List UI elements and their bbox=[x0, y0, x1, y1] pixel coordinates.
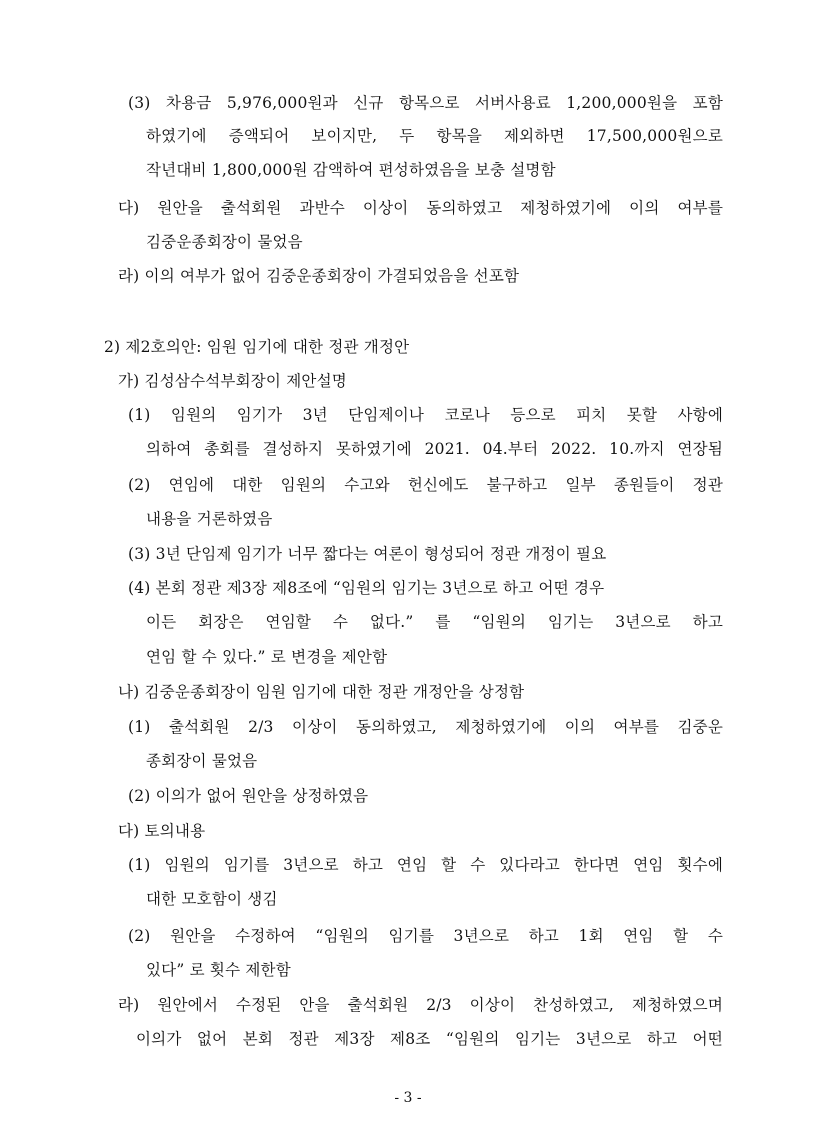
text-line: 이의가 없어 본회 정관 제3장 제8조 “임원의 임기는 3년으로 하고 어떤 bbox=[136, 1030, 723, 1048]
text-line: (1) 임원의 임기가 3년 단임제이나 코로나 등으로 피치 못할 사항에 bbox=[128, 406, 723, 424]
text-line: (2) 원안을 수정하여 “임원의 임기를 3년으로 하고 1회 연임 할 수 bbox=[128, 927, 723, 945]
text-line: (3) 3년 단임제 임기가 너무 짧다는 여론이 형성되어 정관 개정이 필요 bbox=[128, 545, 607, 563]
text-line: 의하여 총회를 결성하지 못하였기에 2021. 04.부터 2022. 10.까지 연장됨 bbox=[146, 440, 723, 458]
text-line: 다) 토의내용 bbox=[118, 822, 206, 840]
section-heading: 2) 제2호의안: 임원 임기에 대한 정관 개정안 bbox=[104, 338, 410, 356]
text-line: 가) 김성삼수석부회장이 제안설명 bbox=[118, 372, 347, 390]
text-line: 김중운종회장이 물었음 bbox=[146, 233, 303, 251]
text-line: (1) 출석회원 2/3 이상이 동의하였고, 제청하였기에 이의 여부를 김중운 bbox=[128, 718, 723, 736]
text-line: (4) 본회 정관 제3장 제8조에 “임원의 임기는 3년으로 하고 어떤 경우 bbox=[128, 579, 605, 597]
text-line: 라) 이의 여부가 없어 김중운종회장이 가결되었음을 선포함 bbox=[118, 267, 520, 285]
text-line: (2) 이의가 없어 원안을 상정하였음 bbox=[128, 787, 369, 805]
text-line: 이든 회장은 연임할 수 없다.” 를 “임원의 임기는 3년으로 하고 bbox=[146, 613, 723, 631]
text-line: 연임 할 수 있다.” 로 변경을 제안함 bbox=[146, 648, 388, 666]
text-line: (2) 연임에 대한 임원의 수고와 헌신에도 불구하고 일부 종원들이 정관 bbox=[128, 476, 723, 494]
text-line: (3) 차용금 5,976,000원과 신규 항목으로 서버사용료 1,200,000원을 포함 bbox=[128, 94, 723, 112]
text-line: 대한 모호함이 생김 bbox=[146, 890, 278, 908]
page-number: - 3 - bbox=[394, 1090, 422, 1106]
text-line: 나) 김중운종회장이 임원 임기에 대한 정관 개정안을 상정함 bbox=[118, 683, 525, 701]
text-line: 라) 원안에서 수정된 안을 출석회원 2/3 이상이 찬성하였고, 제청하였으며 bbox=[118, 996, 723, 1014]
text-line: 있다” 로 횟수 제한함 bbox=[146, 961, 291, 979]
text-line: 내용을 거론하였음 bbox=[146, 510, 273, 528]
text-line: 하였기에 증액되어 보이지만, 두 항목을 제외하면 17,500,000원으로 bbox=[146, 127, 723, 145]
text-line: (1) 임원의 임기를 3년으로 하고 연임 할 수 있다라고 한다면 연임 횟수에 bbox=[128, 856, 723, 874]
text-line: 작년대비 1,800,000원 감액하여 편성하였음을 보충 설명함 bbox=[146, 161, 556, 179]
text-line: 종회장이 물었음 bbox=[146, 752, 258, 770]
text-line: 다) 원안을 출석회원 과반수 이상이 동의하였고 제청하였기에 이의 여부를 bbox=[118, 199, 723, 217]
